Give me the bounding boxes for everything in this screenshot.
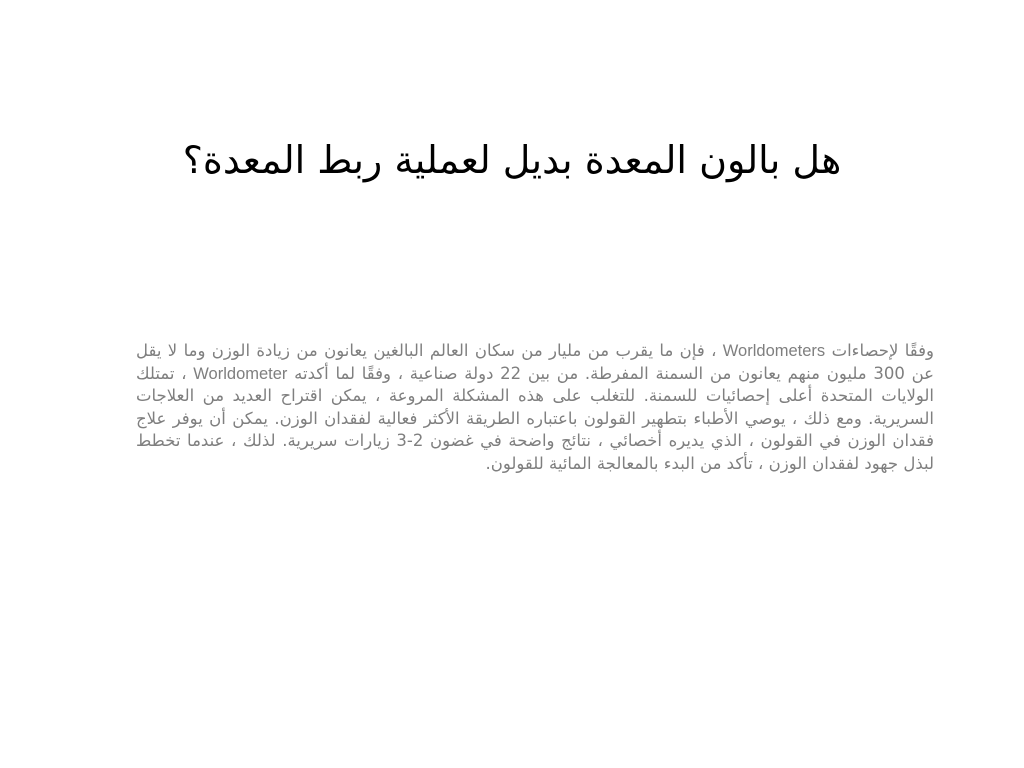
body-text-segment: ، فإن ما يقرب من مليار من سكان العالم البالغين يعانون من زيادة الوزن وما لا يقل عن 300 مليون منهم يعانون من السمنة المفرطة. من بين 22 دولة صناعية ، وفقًا لما أكدته	[136, 341, 934, 383]
worldometers-source: Worldometers	[722, 342, 826, 360]
slide-body-text	[136, 340, 934, 475]
body-text-segment: ، تمتلك الولايات المتحدة أعلى إحصائيات للسمنة. للتغلب على هذه المشكلة المروعة ، يمكن اقتراح العديد من العلاجات السريرية. ومع ذلك ، يوصي الأطباء بتطهير القولون باعتباره الطريقة الأكثر فعالية لفقدان الوزن. يمكن أن يوفر علاج فقدان الوزن في القولون ، الذي يديره أخصائي ، نتائج واضحة في غضون 2-3 زيارات سريرية. لذلك ، عندما تخطط لبذل جهود لفقدان الوزن ، تأكد من البدء بالمعالجة المائية للقولون.	[136, 363, 934, 473]
slide-title: هل بالون المعدة بديل لعملية ربط المعدة؟	[182, 138, 842, 182]
body-text-segment: وفقًا لإحصاءات	[825, 341, 934, 360]
worldometer-source: Worldometer	[193, 364, 288, 383]
